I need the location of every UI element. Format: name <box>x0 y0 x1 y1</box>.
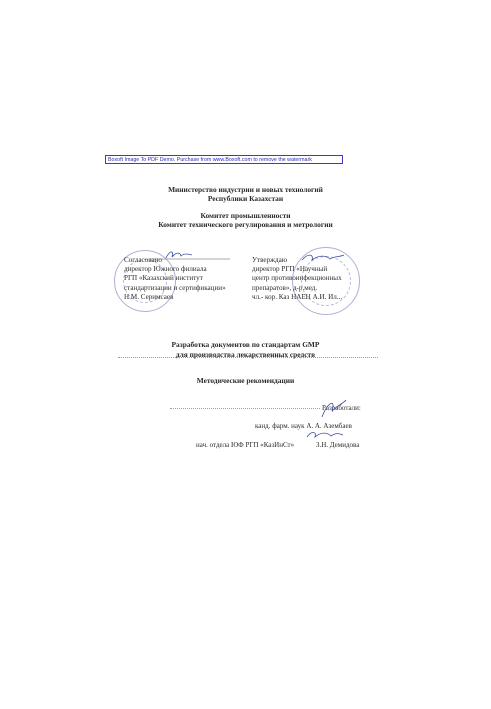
document-title-line-1: Разработка документов по стандартам GMP <box>171 340 320 349</box>
approval-right-line: препаратов», д-р.мед. <box>252 283 318 292</box>
ministry-line-2: Республики Казахстан <box>207 194 284 203</box>
signature-left <box>150 249 230 261</box>
document-subtitle: Методические рекомендации <box>196 376 295 385</box>
title-divider <box>118 357 378 358</box>
approval-block-left <box>124 256 226 302</box>
ministry-line-1: Министерство индустрии и новых технологий <box>168 185 323 194</box>
demo-watermark: Boxoft Image To PDF Demo. Purchase from www.Boxoft.com to remove the watermark <box>105 155 343 164</box>
author-2-name: З.Н. Демидова <box>316 441 360 449</box>
approval-right-line: чл.- кор. Каз НАЕН А.И. Ил... <box>252 292 343 301</box>
approval-left-line: Согласовано <box>124 256 162 264</box>
subtitle-divider <box>170 408 320 409</box>
approval-left-line: Н.М. Серимсаев <box>124 292 174 301</box>
author-2-role: нач. отдела ЮФ РГП «КазИнСт» <box>196 441 295 449</box>
approval-right-line: центр противоинфекционных <box>252 274 342 283</box>
committee-line-2: Комитет технического регулирования и метрологии <box>158 220 333 229</box>
signature-author-2 <box>305 429 345 441</box>
approval-right-line: директор РГП «Научный <box>252 265 328 274</box>
approval-right-line: Утверждаю <box>252 256 288 264</box>
approval-left-line: стандартизации и сертификации» <box>124 283 226 292</box>
committee-line-1: Комитет промышленности <box>200 211 291 220</box>
approval-left-line: РГП «Казахский институт <box>124 274 203 283</box>
signature-right <box>300 251 345 263</box>
approval-left-line: директор Южного филиала <box>124 265 207 274</box>
developers-label: Разработали: <box>322 404 361 412</box>
signature-author-1 <box>318 397 348 421</box>
document-title-line-2: для производства лекарственных средств <box>175 350 316 359</box>
author-1: канд. фарм. наук А. А. Азембаев <box>255 422 352 430</box>
